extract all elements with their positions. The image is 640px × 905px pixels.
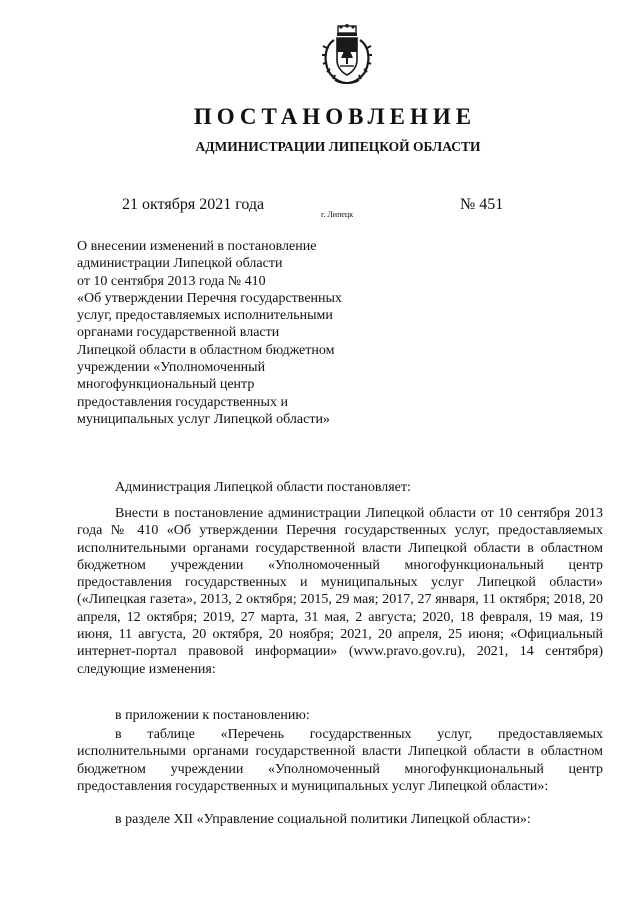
document-title: ПОСТАНОВЛЕНИЕ <box>193 104 477 129</box>
coat-of-arms-icon <box>321 24 373 86</box>
enacting-clause: Администрация Липецкой области постановляет: <box>115 480 411 495</box>
document-number: № 451 <box>460 196 504 213</box>
document-city: г. Липецк <box>321 210 354 219</box>
subject-line: О внесении изменений в постановление <box>77 239 317 254</box>
issuing-authority: АДМИНИСТРАЦИИ ЛИПЕЦКОЙ ОБЛАСТИ <box>195 139 481 154</box>
subject-line: многофункциональный центр <box>77 377 255 393</box>
subject-line: органами государственной власти <box>77 325 280 341</box>
body-paragraph-section: в разделе XII «Управление социальной политики Липецкой области»: <box>115 812 531 827</box>
body-paragraph-appendix: в приложении к постановлению: <box>115 708 310 723</box>
body-paragraph-amendment: Внести в постановление администрации Липецкой области от 10 сентября 2013 года № 410 «Об утверждении Перечня государственных услуг, предоставляемых исполнительными органами государственной власти Липецкой области в областном бюджетном учреждении «Уполномоченный многофункциональный центр предоставления государственных и муниципальных услуг Липецкой области» («Липецкая газета», 2013, 2 октября; 2015, 29 мая; 2017, 27 января, 11 октября; 2018, 20 апреля, 12 октября; 2019, 27 марта, 31 мая, 2 августа; 2020, 18 февраля, 19 мая, 19 июня, 11 августа, 20 октября, 20 ноября; 2021, 20 апреля, 25 июня; «Официальный интернет-портал правовой информации» (www.pravo.gov.ru), 2021, 14 сентября) следующие изменения: <box>77 506 603 677</box>
subject-line: «Об утверждении Перечня государственных <box>77 290 342 306</box>
subject-line: предоставления государственных и <box>77 394 288 410</box>
subject-line: услуг, предоставляемых исполнительными <box>77 308 333 324</box>
body-paragraph-table: в таблице «Перечень государственных услуг, предоставляемых исполнительными органами государcтвенной власти Липецкой области в областном бюджетном учреждении «Уполномоченный многофункциональный центр предоставления государственных и муниципальных услуг Липецкой области»: <box>77 727 603 794</box>
subject-line: Липецкой области в областном бюджетном <box>77 342 335 358</box>
subject-line: администрации Липецкой области <box>77 256 283 272</box>
document-date: 21 октября 2021 года <box>122 196 265 213</box>
subject-line: от 10 сентября 2013 года № 410 <box>77 273 266 289</box>
document-subject <box>77 238 407 428</box>
subject-line: учреждении «Уполномоченный <box>77 360 266 376</box>
subject-line: муниципальных услуг Липецкой области» <box>77 411 330 427</box>
